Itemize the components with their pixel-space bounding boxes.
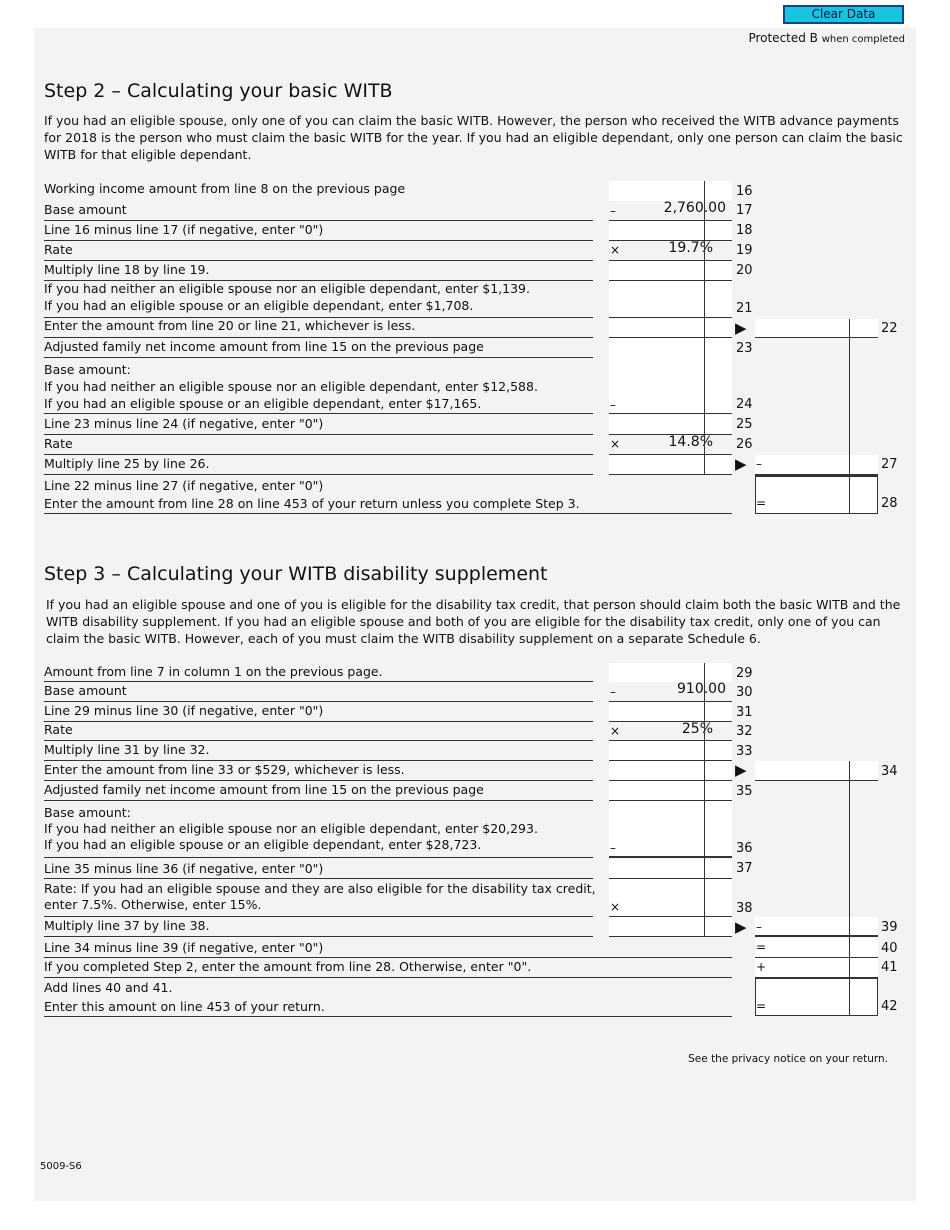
line30-value: 910.00 (677, 681, 726, 697)
line20-number: 20 (736, 263, 753, 278)
arrow-right-icon: ▶ (735, 455, 747, 473)
step3-intro (46, 596, 906, 647)
line39-left-field (609, 917, 732, 937)
line23-underline (44, 357, 593, 358)
step3-intro-line: claim the basic WITB. However, each of you must claim the WITB disability supplement on a separate Schedule 6. (46, 631, 761, 646)
line42-number: 42 (881, 999, 898, 1014)
line29-input[interactable] (609, 663, 732, 682)
line42-label-b: Enter this amount on line 453 of your return. (44, 999, 325, 1014)
line22-input[interactable] (755, 319, 878, 338)
line31-number: 31 (736, 705, 753, 720)
step3-title: Step 3 – Calculating your WITB disability supplement (44, 563, 548, 585)
line30-underline (44, 701, 593, 702)
line34-left-field (609, 761, 732, 781)
line23-number: 23 (736, 341, 753, 356)
protected-note: when completed (821, 34, 905, 45)
cents-divider (704, 663, 705, 937)
line37-number: 37 (736, 861, 753, 876)
line40-label: Line 34 minus line 39 (if negative, enter "0") (44, 940, 324, 955)
line36-number: 36 (736, 841, 753, 856)
line18-number: 18 (736, 223, 753, 238)
line22-underline (44, 337, 593, 338)
step2-intro (44, 112, 904, 163)
line32-label: Rate (44, 722, 73, 737)
line34-underline (44, 780, 593, 781)
line36-input[interactable] (609, 801, 732, 858)
line21-label-a: If you had neither an eligible spouse nor an eligible dependant, enter $1,139. (44, 281, 530, 296)
line32-underline (44, 740, 593, 741)
line29-number: 29 (736, 666, 753, 681)
line17-value: 2,760.00 (663, 200, 726, 216)
line39-underline (44, 936, 593, 937)
line35-input[interactable] (609, 781, 732, 801)
line34-number: 34 (881, 764, 898, 779)
line27-input[interactable] (755, 455, 878, 475)
step2-title: Step 2 – Calculating your basic WITB (44, 80, 393, 102)
line25-number: 25 (736, 417, 753, 432)
line36-label-b: If you had neither an eligible spouse nor an eligible dependant, enter $20,293. (44, 821, 538, 836)
equals-sign: = (756, 940, 767, 954)
line38-underline (44, 916, 593, 917)
line40-input[interactable] (755, 938, 878, 958)
line33-underline (44, 760, 593, 761)
line18-label: Line 16 minus line 17 (if negative, enter "0") (44, 222, 324, 237)
line37-underline (44, 878, 593, 879)
form-number: 5009-S6 (40, 1161, 82, 1172)
line21-label-b: If you had an eligible spouse or an eligible dependant, enter $1,708. (44, 298, 474, 313)
line26-underline (44, 454, 593, 455)
line26-number: 26 (736, 437, 753, 452)
line40-number: 40 (881, 941, 898, 956)
line41-input[interactable] (755, 958, 878, 978)
line19-value: 19.7% (668, 240, 713, 256)
line24-label-b: If you had neither an eligible spouse nor an eligible dependant, enter $12,588. (44, 379, 538, 394)
line35-number: 35 (736, 784, 753, 799)
arrow-right-icon: ▶ (735, 319, 747, 337)
line16-input[interactable] (609, 181, 732, 201)
step2-intro-line: If you had an eligible spouse, only one of you can claim the basic WITB. However, the person who received the WITB advance payments (44, 113, 899, 128)
line29-label: Amount from line 7 in column 1 on the previous page. (44, 664, 383, 679)
line22-number: 22 (881, 321, 898, 336)
line28-underline (44, 513, 732, 514)
line32-number: 32 (736, 724, 753, 739)
cents-divider (704, 181, 705, 475)
line18-underline (44, 240, 593, 241)
line21-number: 21 (736, 301, 753, 316)
line27-left-field (609, 455, 732, 475)
line29-underline (44, 681, 593, 682)
protected-text: Protected B (748, 31, 818, 45)
step2-intro-line: WITB for that eligible dependant. (44, 147, 252, 162)
line39-number: 39 (881, 920, 898, 935)
minus-sign: – (756, 920, 762, 934)
line19-underline (44, 260, 593, 261)
line24-label-a: Base amount: (44, 362, 131, 377)
line34-label: Enter the amount from line 33 or $529, whichever is less. (44, 762, 405, 777)
line28-input[interactable] (755, 475, 878, 514)
minus-sign: – (756, 457, 762, 471)
line20-input[interactable] (609, 261, 732, 281)
line40-underline (44, 957, 732, 958)
line25-label: Line 23 minus line 24 (if negative, enter "0") (44, 416, 324, 431)
line31-label: Line 29 minus line 30 (if negative, enter "0") (44, 703, 324, 718)
line41-underline (44, 977, 732, 978)
line18-input[interactable] (609, 221, 732, 241)
cents-divider (849, 761, 850, 1016)
line17-label: Base amount (44, 202, 127, 217)
line26-value: 14.8% (668, 434, 713, 450)
line19-number: 19 (736, 243, 753, 258)
line31-input[interactable] (609, 702, 732, 722)
step2-intro-line: for 2018 is the person who must claim the basic WITB for the year. If you had an eligible dependant, only one person can claim the basic (44, 130, 903, 145)
plus-sign: + (756, 960, 767, 974)
line34-input[interactable] (755, 761, 878, 781)
line26-label: Rate (44, 436, 73, 451)
times-sign: × (610, 724, 621, 738)
equals-sign: = (756, 496, 767, 510)
line25-underline (44, 434, 593, 435)
cents-divider (849, 319, 850, 514)
line35-label: Adjusted family net income amount from line 15 on the previous page (44, 782, 484, 797)
minus-sign: – (610, 685, 616, 699)
line38-input[interactable] (609, 879, 732, 917)
line30-label: Base amount (44, 683, 127, 698)
minus-sign: – (610, 841, 616, 855)
line17-underline (44, 220, 593, 221)
line33-label: Multiply line 31 by line 32. (44, 742, 210, 757)
times-sign: × (610, 437, 621, 451)
line23-label: Adjusted family net income amount from line 15 on the previous page (44, 339, 484, 354)
line33-input[interactable] (609, 741, 732, 761)
times-sign: × (610, 243, 621, 257)
line42-input[interactable] (755, 977, 878, 1016)
line24-label-c: If you had an eligible spouse or an eligible dependant, enter $17,165. (44, 396, 482, 411)
line21-input[interactable] (609, 281, 732, 318)
arrow-right-icon: ▶ (735, 761, 747, 779)
line16-number: 16 (736, 184, 753, 199)
line24-input[interactable] (609, 357, 732, 414)
line28-label-b: Enter the amount from line 28 on line 453 of your return unless you complete Step 3. (44, 496, 580, 511)
line37-label: Line 35 minus line 36 (if negative, enter "0") (44, 861, 324, 876)
line39-input[interactable] (755, 917, 878, 937)
line27-label: Multiply line 25 by line 26. (44, 456, 210, 471)
step3-intro-line: If you had an eligible spouse and one of you is eligible for the disability tax credit, that person should claim both the basic WITB and the (46, 597, 901, 612)
clear-data-button[interactable]: Clear Data (783, 5, 904, 24)
line38-label-b: enter 7.5%. Otherwise, enter 15%. (44, 897, 262, 912)
line25-input[interactable] (609, 415, 732, 435)
line16-label: Working income amount from line 8 on the previous page (44, 181, 406, 196)
line22-left-field (609, 319, 732, 338)
times-sign: × (610, 900, 621, 914)
line36-label-a: Base amount: (44, 805, 131, 820)
line23-input[interactable] (609, 338, 732, 358)
line37-input[interactable] (609, 859, 732, 879)
line36-underline (44, 857, 593, 858)
line32-value: 25% (681, 721, 713, 737)
line30-number: 30 (736, 685, 753, 700)
line17-number: 17 (736, 203, 753, 218)
line20-label: Multiply line 18 by line 19. (44, 262, 210, 277)
step3-intro-line: WITB disability supplement. If you had an eligible spouse and both of you are eligible for the disability tax credit, only one of you can (46, 614, 881, 629)
minus-sign: – (610, 204, 616, 218)
privacy-notice: See the privacy notice on your return. (688, 1053, 888, 1065)
arrow-right-icon: ▶ (735, 918, 747, 936)
protected-label (748, 31, 905, 45)
line33-number: 33 (736, 744, 753, 759)
line19-label: Rate (44, 242, 73, 257)
line41-label: If you completed Step 2, enter the amount from line 28. Otherwise, enter "0". (44, 959, 532, 974)
line31-underline (44, 721, 593, 722)
line27-number: 27 (881, 457, 898, 472)
line39-label: Multiply line 37 by line 38. (44, 918, 210, 933)
line24-underline (44, 413, 593, 414)
line24-number: 24 (736, 397, 753, 412)
line27-underline (44, 474, 593, 475)
line35-underline (44, 800, 593, 801)
line28-number: 28 (881, 496, 898, 511)
line42-underline (44, 1016, 732, 1017)
equals-sign: = (756, 999, 767, 1013)
minus-sign: – (610, 398, 616, 412)
line22-label: Enter the amount from line 20 or line 21, whichever is less. (44, 318, 416, 333)
line38-number: 38 (736, 901, 753, 916)
line36-label-c: If you had an eligible spouse or an eligible dependant, enter $28,723. (44, 837, 482, 852)
line38-label-a: Rate: If you had an eligible spouse and they are also eligible for the disability tax credit, (44, 881, 596, 896)
line41-number: 41 (881, 960, 898, 975)
line42-label-a: Add lines 40 and 41. (44, 980, 173, 995)
line28-label-a: Line 22 minus line 27 (if negative, enter "0") (44, 478, 324, 493)
